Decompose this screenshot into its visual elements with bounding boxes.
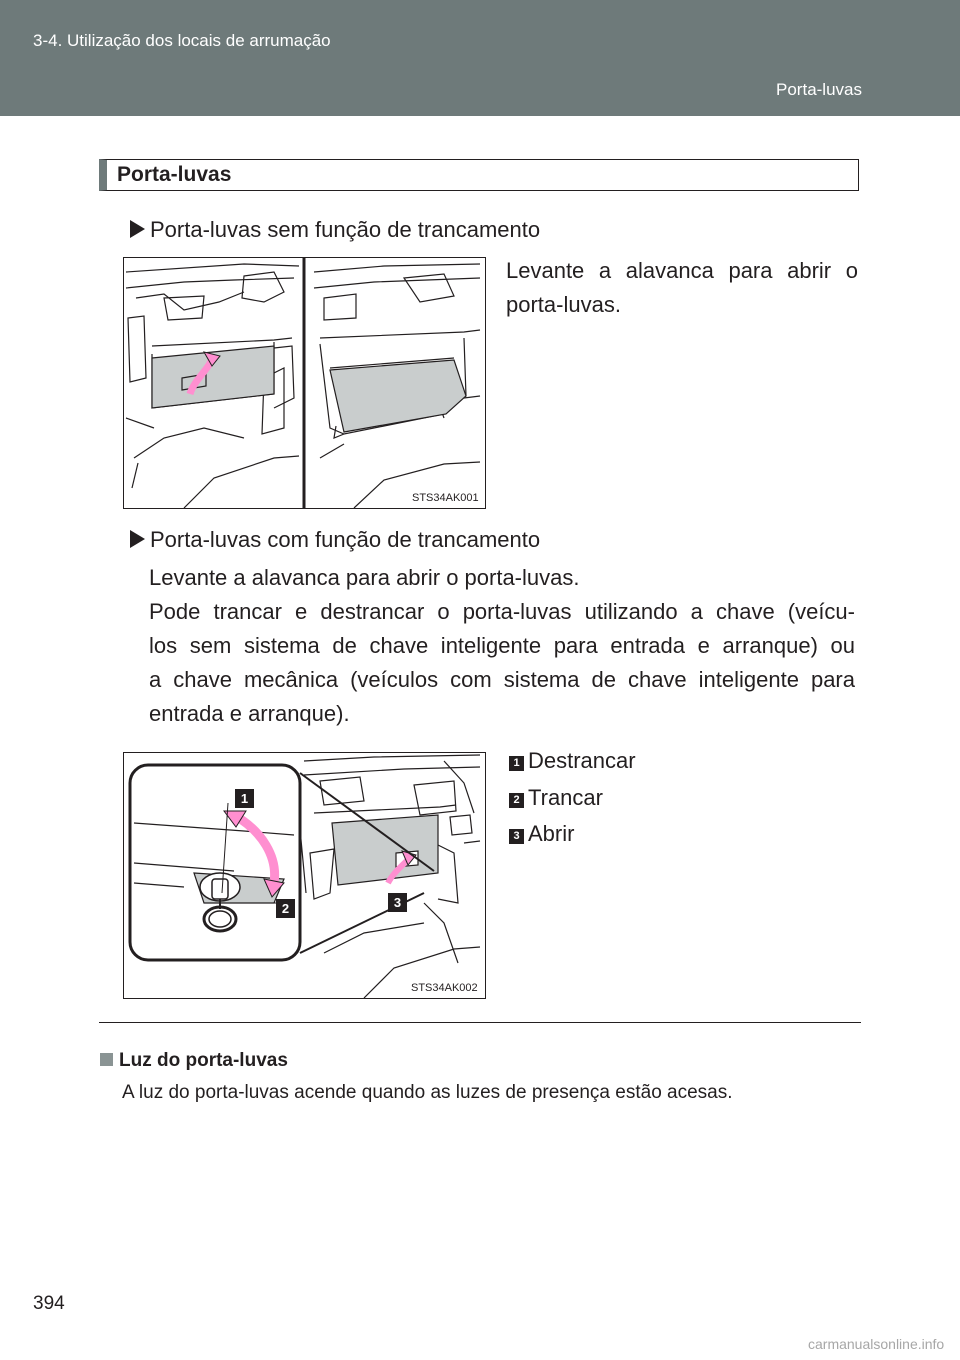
callout-1-label: 1 bbox=[240, 791, 249, 806]
part1-heading bbox=[130, 217, 540, 243]
part2-line3: los sem sistema de chave inteligente para entrada e arranque) ou bbox=[149, 633, 855, 658]
note-text: A luz do porta-luvas acende quando as luzes de presença estão acesas. bbox=[122, 1082, 733, 1103]
callout-3-label: 3 bbox=[393, 895, 402, 910]
legend-item-1 bbox=[509, 748, 636, 774]
triangle-bullet-icon bbox=[130, 220, 145, 238]
section-title: Porta-luvas bbox=[117, 163, 232, 186]
part1-text-line1: Levante a alavanca para abrir o bbox=[506, 258, 858, 283]
page-number: 394 bbox=[33, 1293, 65, 1314]
divider-line bbox=[99, 1022, 861, 1023]
note-title-text: Luz do porta-luvas bbox=[119, 1050, 288, 1071]
legend-item-2 bbox=[509, 785, 603, 811]
part2-heading-text: Porta-luvas com função de trancamento bbox=[150, 527, 541, 552]
figure-glovebox-no-lock bbox=[123, 257, 486, 509]
legend-label-2: Trancar bbox=[528, 785, 603, 810]
figure-glovebox-with-lock bbox=[123, 752, 486, 999]
square-bullet-icon bbox=[100, 1053, 113, 1066]
triangle-bullet-icon bbox=[130, 530, 145, 548]
note-heading bbox=[100, 1050, 288, 1072]
callout-2-label: 2 bbox=[281, 901, 290, 916]
part2-line1: Levante a alavanca para abrir o porta-luvas. bbox=[149, 565, 580, 590]
part2-line2: Pode trancar e destrancar o porta-luvas utilizando a chave (veícu- bbox=[149, 599, 855, 624]
legend-num-1: 1 bbox=[509, 756, 524, 771]
part1-heading-text: Porta-luvas sem função de trancamento bbox=[150, 217, 541, 242]
glovebox-illustration bbox=[124, 258, 485, 508]
legend-num-2: 2 bbox=[509, 793, 524, 808]
part1-text-line2: porta-luvas. bbox=[506, 292, 621, 317]
part2-line5: entrada e arranque). bbox=[149, 701, 350, 726]
watermark: carmanualsonline.info bbox=[808, 1336, 945, 1352]
glovebox-lid-highlight bbox=[332, 815, 438, 885]
part2-heading bbox=[130, 527, 540, 553]
header-section-title: 3-4. Utilização dos locais de arrumação bbox=[33, 31, 331, 50]
header-page-title: Porta-luvas bbox=[776, 80, 862, 99]
open-glovebox-highlight bbox=[330, 360, 466, 432]
figure1-code: STS34AK001 bbox=[412, 492, 479, 504]
legend-label-1: Destrancar bbox=[528, 748, 636, 773]
figure2-code: STS34AK002 bbox=[411, 982, 478, 994]
section-title-box bbox=[99, 159, 859, 191]
part2-line4: a chave mecânica (veículos com sistema de chave inteligente para bbox=[149, 667, 855, 692]
glovebox-lock-illustration bbox=[124, 753, 485, 998]
legend-item-3 bbox=[509, 821, 574, 847]
page-header bbox=[0, 0, 960, 116]
legend-label-3: Abrir bbox=[528, 821, 575, 846]
key-icon bbox=[212, 879, 228, 899]
legend-num-3: 3 bbox=[509, 829, 524, 844]
